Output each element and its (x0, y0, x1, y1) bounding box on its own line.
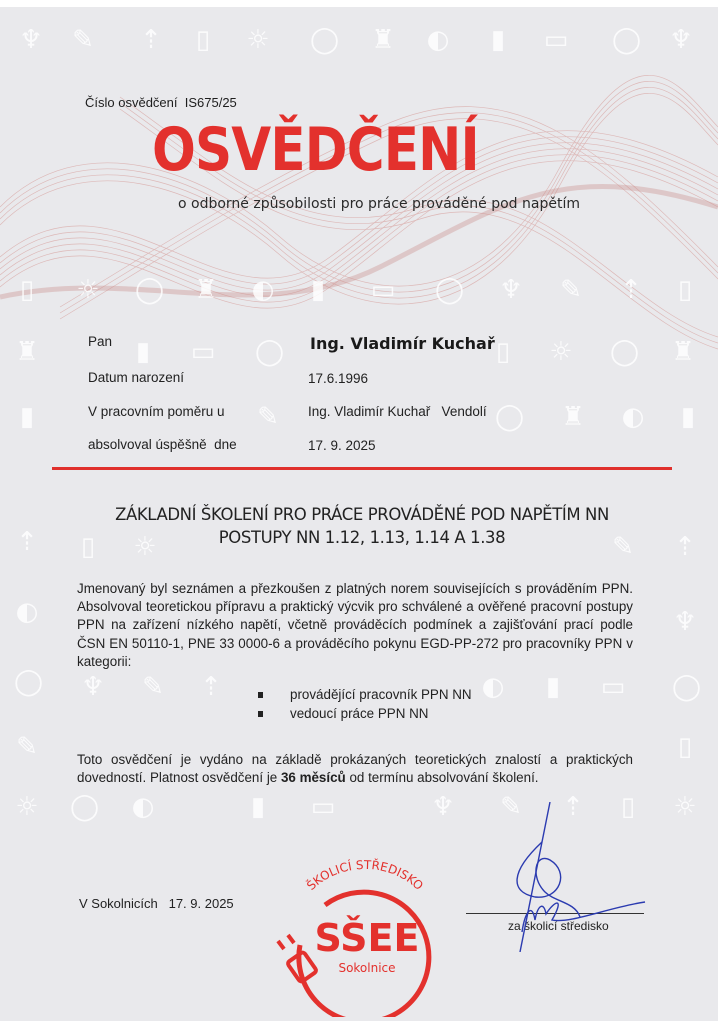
satellite-dish-icon: ◐ (621, 402, 645, 432)
cable-loop-icon: ◯ (70, 792, 100, 822)
category-item (258, 704, 472, 723)
school-logo (270, 837, 460, 1017)
body-paragraph-1: Jmenovaný byl seznámen a přezkoušen z platných norem souvisejících s prováděním PPN. Absolvoval teoretickou přípravu a praktický výcvik pro schválené a ověřené pracovní postupy PPN na zařízení nízkého napětí, včetně prováděcích podmínek a zajišťování prací podle ČSN EN 50110-1, PNE 33 0000-6 a prováděcího pokynu EGD-PP-272 pro pracovníky PPN v kategorii: (77, 581, 633, 669)
antenna-icon: ⇡ (562, 792, 584, 822)
logo-city: Sokolnice (338, 961, 396, 975)
battery-icon: ▮ (680, 402, 696, 432)
satellite-dish-icon: ◐ (251, 275, 275, 305)
certificate-number (85, 95, 237, 110)
lightbulb-icon: ☼ (76, 275, 100, 305)
completed-date-value: 17. 9. 2025 (308, 438, 376, 453)
validity-text-pre: Toto osvědčení je vydáno na základě prokázaných teoretických znalostí a praktických dovedností. Platnost osvědčení je (77, 752, 633, 786)
plug-icon: ✎ (72, 25, 94, 55)
certificate-page (0, 7, 718, 1021)
cable-loop-icon: ◯ (14, 667, 44, 697)
monitor-chart-icon: ▭ (190, 337, 216, 367)
battery-icon: ▮ (19, 402, 35, 432)
plug-icon: ✎ (16, 732, 38, 762)
cable-loop-icon: ◯ (495, 402, 525, 432)
logo-name: SŠEE (314, 916, 420, 960)
employer-value: Ing. Vladimír Kuchař Vendolí (308, 404, 487, 419)
robot-icon: ♜ (671, 337, 695, 367)
category-item (258, 685, 472, 704)
antenna-icon: ⇡ (140, 25, 162, 55)
socket-icon: ▯ (195, 25, 211, 55)
robot-icon: ♜ (15, 337, 39, 367)
lightbulb-icon: ☼ (133, 532, 157, 562)
category-label: provádějící pracovník PPN NN (290, 687, 472, 702)
cable-loop-icon: ◯ (310, 25, 340, 55)
bullet-icon (258, 711, 263, 717)
cable-loop-icon: ◯ (610, 337, 640, 367)
cable-loop-icon: ◯ (435, 275, 465, 305)
monitor-chart-icon: ▭ (370, 275, 396, 305)
bullet-icon (258, 692, 263, 698)
document-subtitle: o odborné způsobilosti pro práce prováděné pod napětím (178, 196, 580, 212)
document-title: OSVĚDČENÍ (152, 115, 479, 185)
socket-icon: ▯ (19, 275, 35, 305)
plug-icon: ✎ (612, 532, 634, 562)
certificate-number-label: Číslo osvědčení (85, 95, 178, 110)
battery-icon: ▮ (250, 792, 266, 822)
cable-loop-icon: ◯ (672, 672, 702, 702)
validity-text-post: od termínu absolvování školení. (345, 770, 539, 786)
birthdate-value: 17.6.1996 (308, 371, 369, 386)
cable-loop-icon: ◯ (135, 275, 165, 305)
satellite-dish-icon: ◐ (131, 792, 155, 822)
monitor-chart-icon: ▭ (310, 792, 336, 822)
robot-icon: ♜ (561, 402, 585, 432)
place-and-date: V Sokolnicích 17. 9. 2025 (79, 896, 234, 911)
socket-icon: ▯ (677, 732, 693, 762)
socket-icon: ▯ (495, 337, 511, 367)
field-label-birthdate: Datum narození (88, 370, 185, 385)
field-label-name: Pan (88, 334, 113, 349)
antenna-icon: ⇡ (674, 532, 696, 562)
lightbulb-icon: ☼ (549, 337, 573, 367)
battery-icon: ▮ (490, 25, 506, 55)
lightbulb-icon: ☼ (673, 792, 697, 822)
lightbulb-icon: ☼ (15, 792, 39, 822)
power-pylon-icon: ♆ (81, 672, 105, 702)
satellite-dish-icon: ◐ (481, 672, 505, 702)
robot-icon: ♜ (371, 25, 395, 55)
power-pylon-icon: ♆ (499, 275, 523, 305)
plug-icon: ✎ (560, 275, 582, 305)
plug-icon: ✎ (500, 792, 522, 822)
body-paragraph-2 (77, 751, 633, 787)
battery-icon: ▮ (310, 275, 326, 305)
socket-icon: ▯ (677, 275, 693, 305)
antenna-icon: ⇡ (16, 527, 38, 557)
holder-name: Ing. Vladimír Kuchař (310, 334, 495, 353)
category-label: vedoucí práce PPN NN (290, 706, 429, 721)
cable-loop-icon: ◯ (255, 337, 285, 367)
antenna-icon: ⇡ (620, 275, 642, 305)
plug-icon: ✎ (257, 402, 279, 432)
monitor-chart-icon: ▭ (543, 25, 569, 55)
category-list (258, 685, 472, 723)
power-pylon-icon: ♆ (669, 25, 693, 55)
plug-icon: ✎ (142, 672, 164, 702)
battery-icon: ▮ (135, 337, 151, 367)
power-pylon-icon: ♆ (19, 25, 43, 55)
certificate-number-value: IS675/25 (184, 95, 237, 110)
course-title-line1: ZÁKLADNÍ ŠKOLENÍ PRO PRÁCE PROVÁDĚNÉ POD NAPĚTÍM NN (115, 505, 609, 524)
socket-icon: ▯ (80, 532, 96, 562)
lightbulb-icon: ☼ (246, 25, 270, 55)
cable-loop-icon: ◯ (612, 25, 642, 55)
validity-period: 36 měsíců (280, 770, 346, 786)
socket-icon: ▯ (620, 792, 636, 822)
course-title-line2: POSTUPY NN 1.12, 1.13, 1.14 A 1.38 (218, 528, 506, 547)
power-pylon-icon: ♆ (431, 792, 455, 822)
handwritten-signature (480, 802, 650, 952)
monitor-chart-icon: ▭ (600, 672, 626, 702)
satellite-dish-icon: ◐ (426, 25, 450, 55)
antenna-icon: ⇡ (200, 672, 222, 702)
satellite-dish-icon: ◐ (15, 597, 39, 627)
battery-icon: ▮ (545, 672, 561, 702)
robot-icon: ♜ (194, 275, 218, 305)
logo-arc-text: ŠKOLICÍ STŘEDISKO (304, 857, 426, 893)
field-label-completed: absolvoval úspěšně dne (88, 437, 237, 452)
red-divider (52, 467, 672, 470)
power-pylon-icon: ♆ (673, 607, 697, 637)
field-label-employer: V pracovním poměru u (88, 404, 225, 419)
signature-label: za školicí středisko (508, 919, 609, 933)
